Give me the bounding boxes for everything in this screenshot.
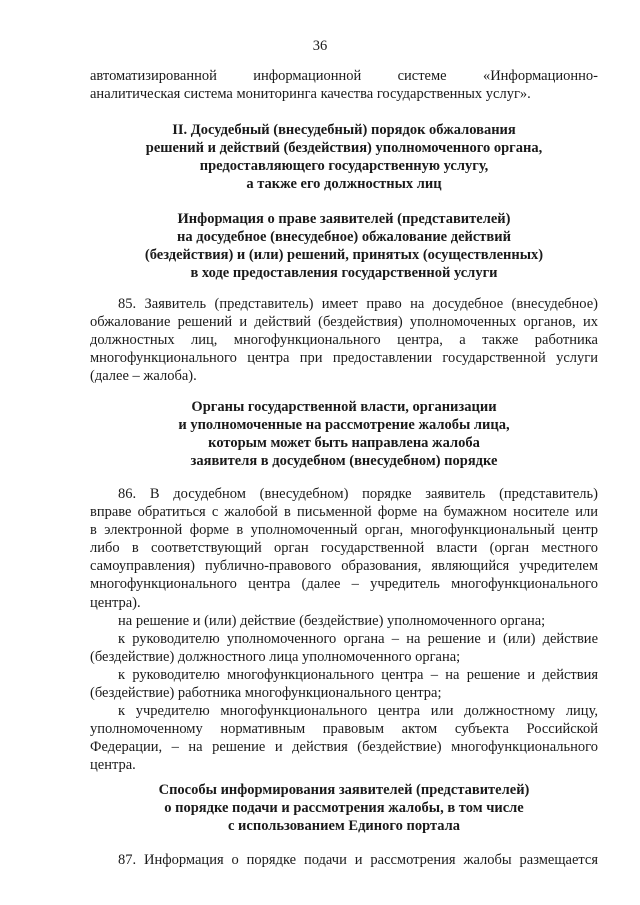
text-line: должностных лиц, многофункционального центра, а также работника: [90, 332, 598, 349]
text-line: (далее – жалоба).: [90, 368, 197, 385]
text-line: многофункционального центра при предоставлении государственной услуги: [90, 350, 598, 367]
text-line: многофункционального центра (далее – учредитель многофункционального: [90, 576, 598, 593]
paragraph-87: [90, 851, 598, 869]
text-line: Федерации, – на решение и действия (бездействие) многофункционального: [90, 739, 598, 756]
complaint-recipient-item: [90, 702, 598, 774]
text-line: вправе обратиться с жалобой в письменной форме на бумажном носителе или: [90, 504, 598, 521]
page-number: 36: [312, 38, 328, 54]
heading-line: Органы государственной власти, организации: [191, 399, 497, 415]
text-line: к руководителю уполномоченного органа – на решение и (или) действие: [118, 631, 598, 647]
text-line: аналитическая система мониторинга качества государственных услуг».: [90, 86, 531, 103]
text-line: самоуправления) публично-правового образования, являющийся учредителем: [90, 558, 598, 575]
heading-line: II. Досудебный (внесудебный) порядок обжалования: [172, 122, 516, 138]
heading-line: решений и действий (бездействия) уполномоченного органа,: [145, 140, 543, 157]
text-line: 87. Информация о порядке подачи и рассмотрения жалобы размещается: [118, 852, 598, 868]
heading-line: о порядке подачи и рассмотрения жалобы, в том числе: [164, 800, 524, 817]
text-line: (бездействие) работника многофункционального центра;: [90, 685, 442, 702]
heading-line: Способы информирования заявителей (представителей): [158, 782, 530, 798]
heading-line: которым может быть направлена жалоба: [208, 435, 480, 452]
paragraph-86: [90, 485, 598, 612]
heading-line: на досудебное (внесудебное) обжалование действий: [177, 229, 511, 246]
heading-line: предоставляющего государственную услугу,: [199, 158, 489, 175]
heading-line: (бездействия) и (или) решений, принятых (осуществленных): [144, 247, 544, 264]
heading-line: Информация о праве заявителей (представителей): [177, 211, 511, 227]
text-line: 85. Заявитель (представитель) имеет право на досудебное (внесудебное): [118, 296, 598, 312]
text-line: к руководителю многофункционального центра – на решение и действия: [118, 667, 598, 683]
heading-line: а также его должностных лиц: [246, 176, 442, 193]
section-heading: [90, 121, 598, 193]
heading-line: в ходе предоставления государственной услуги: [190, 265, 498, 282]
complaint-recipient-item: [90, 666, 598, 702]
text-line: автоматизированной информационной системе «Информационно-: [90, 68, 598, 84]
heading-line: с использованием Единого портала: [227, 818, 461, 835]
paragraph-85: [90, 295, 598, 385]
heading-line: и уполномоченные на рассмотрение жалобы лица,: [178, 417, 510, 434]
heading-line: заявителя в досудебном (внесудебном) порядке: [190, 453, 498, 470]
subsection-heading: [90, 210, 598, 282]
text-line: центра).: [90, 594, 141, 611]
intro-paragraph: [90, 67, 598, 103]
subsection-heading: [90, 398, 598, 470]
text-line: (бездействие) должностного лица уполномоченного органа;: [90, 649, 461, 666]
complaint-recipient-item: [90, 630, 598, 666]
text-line: в электронной форме в уполномоченный орган, многофункциональный центр: [90, 522, 598, 539]
text-line: 86. В досудебном (внесудебном) порядке заявитель (представитель): [118, 486, 598, 502]
complaint-recipient-item: [90, 612, 598, 630]
subsection-heading: [90, 781, 598, 835]
text-line: к учредителю многофункционального центра или должностному лицу,: [118, 703, 598, 719]
text-line: либо в соответствующий орган государственной власти (орган местного: [90, 540, 598, 557]
text-line: уполномоченному нормативным правовым актом субъекта Российской: [90, 721, 598, 738]
text-line: центра.: [90, 757, 136, 774]
text-line: на решение и (или) действие (бездействие) уполномоченного органа;: [118, 613, 546, 629]
text-line: обжалование решений и действий (бездействия) уполномоченных органов, их: [90, 314, 598, 331]
